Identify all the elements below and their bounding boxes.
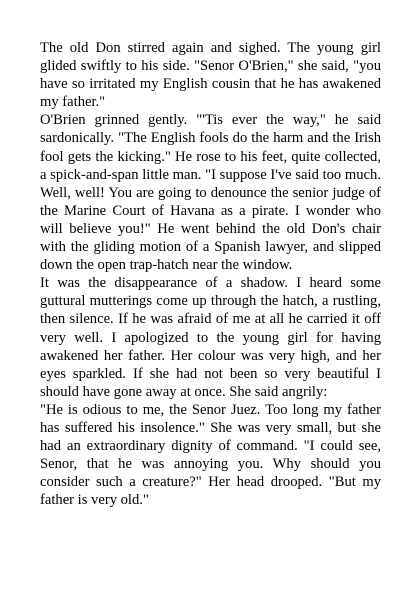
paragraph-1: The old Don stirred again and sighed. The young girl glided swiftly to his side. "Senor O'Brien," she said, "you have so irritated my English cousin that he has awakened my father." bbox=[40, 40, 381, 111]
paragraph-4: "He is odious to me, the Senor Juez. Too long my father has suffered his insolence." She was very small, but she had an extraordinary dignity of command. "I could see, Senor, that he was annoying you. Why should you consider such a creature?" Her head drooped. "But my father is very old." bbox=[40, 401, 381, 509]
paragraph-2: O'Brien grinned gently. "'Tis ever the way," he said sardonically. "The English fools do the harm and the Irish fool gets the kicking." He rose to his feet, quite collected, a spick-and-span little man. "I suppose I've said too much. Well, well! You are going to denounce the senior judge of the Marine Court of Havana as a pirate. I wonder who will believe you!" He went behind the old Don's chair with the gliding motion of a Spanish lawyer, and slipped down the open trap-hatch near the window. bbox=[40, 112, 381, 274]
paragraph-3: It was the disappearance of a shadow. I heard some guttural mutterings come up through the hatch, a rustling, then silence. If he was afraid of me at all he carried it off very well. I apologized to the young girl for having awakened her father. Her colour was very high, and her eyes sparkled. If she had not been so very beautiful I should have gone away at once. She said angrily: bbox=[40, 275, 381, 400]
document-page bbox=[40, 39, 381, 509]
